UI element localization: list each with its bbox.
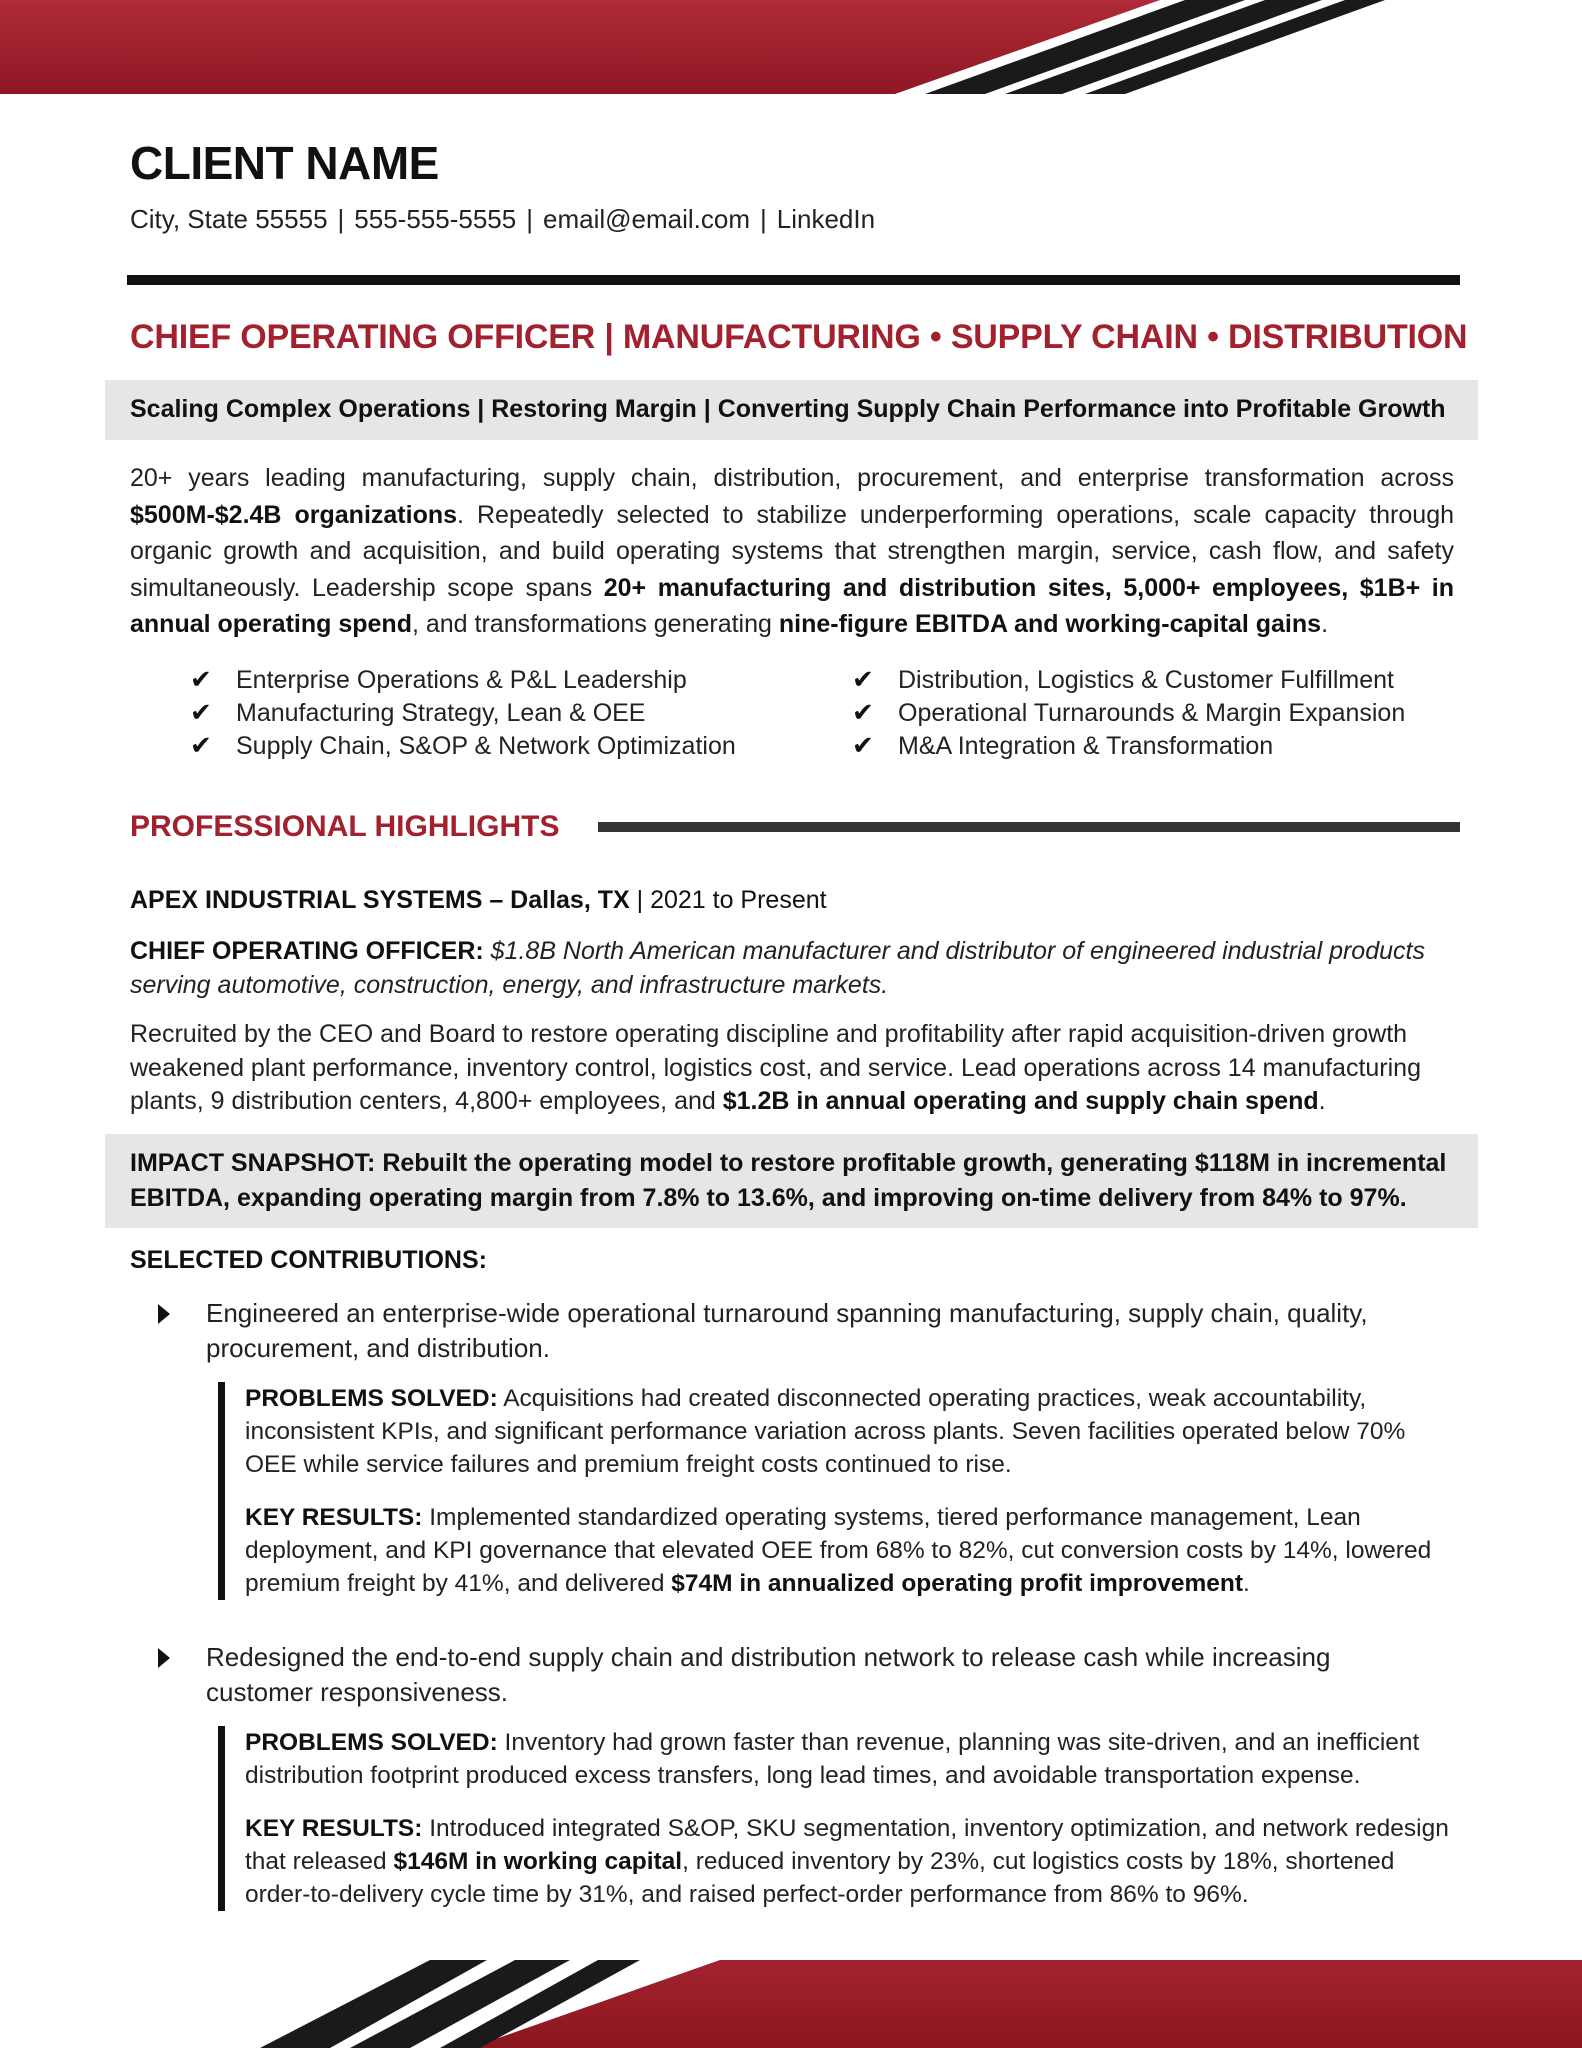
key-results [245, 1812, 1458, 1911]
skill-item [852, 697, 1405, 728]
role-line [130, 934, 1450, 1002]
scope-emphasis: $1.2B in annual operating and supply chain spend [722, 1087, 1319, 1115]
problems-solved [245, 1382, 1458, 1481]
header-banner-graphic [0, 0, 1582, 94]
summary-text: . [1321, 610, 1329, 638]
footer-banner-graphic [0, 1960, 1582, 2048]
checkmark-icon: ✔ [852, 697, 874, 727]
skill-item [852, 730, 1273, 761]
skill-label: Distribution, Logistics & Customer Fulfillment [898, 666, 1394, 694]
triangle-bullet-icon [158, 1648, 170, 1668]
tagline: Scaling Complex Operations | Restoring Margin | Converting Supply Chain Performance into Profitable Growth [130, 395, 1446, 423]
checkmark-icon: ✔ [852, 730, 874, 760]
contact-separator: | [759, 204, 767, 234]
skill-label: Enterprise Operations & P&L Leadership [236, 666, 687, 694]
summary-paragraph [130, 460, 1454, 643]
section-title-highlights: PROFESSIONAL HIGHLIGHTS [130, 810, 560, 843]
skill-label: Operational Turnarounds & Margin Expansion [898, 699, 1406, 727]
problems-text: Acquisitions had created disconnected operating practices, weak accountability, inconsistent KPIs, and significant performance variation across plants. Seven facilities operated below 70% OEE while service failures and premium freight costs continued to rise. [245, 1385, 1406, 1478]
scope-text: Recruited by the CEO and Board to restore operating discipline and profitability after rapid acquisition-driven growth weakened plant performance, inventory control, logistics cost, and service. Lead operations across 14 manufacturing plants, 9 distribution centers, 4,800+ employees, and [130, 1020, 1421, 1115]
contact-line [130, 204, 875, 235]
client-name: CLIENT NAME [130, 137, 439, 189]
role-description: $1.8B North American manufacturer and distributor of engineered industrial products serving automotive, construction, energy, and infrastructure markets. [130, 937, 1425, 999]
results-text: Introduced integrated S&OP, SKU segmentation, inventory optimization, and network redesign that released [245, 1815, 1449, 1875]
header-divider [127, 275, 1460, 285]
skill-item [190, 730, 736, 761]
triangle-bullet-icon [158, 1304, 170, 1324]
impact-snapshot: IMPACT SNAPSHOT: Rebuilt the operating model to restore profitable growth, generating $118M in incremental EBITDA, expanding operating margin from 7.8% to 13.6%, and improving on-time delivery from 84% to 97%. [130, 1149, 1447, 1212]
problems-label: PROBLEMS SOLVED: [245, 1729, 498, 1756]
contact-separator: | [526, 204, 533, 234]
contribution-detail [218, 1382, 1458, 1600]
contribution-detail [218, 1726, 1458, 1911]
contact-email[interactable]: email@email.com [542, 204, 750, 234]
section-divider [598, 822, 1460, 832]
skill-item [190, 697, 646, 728]
contact-separator: | [337, 204, 345, 234]
problems-solved [245, 1726, 1458, 1792]
contribution-summary: Engineered an enterprise-wide operational turnaround spanning manufacturing, supply chain, quality, procurement, and distribution. [206, 1298, 1368, 1363]
scope-paragraph [130, 1018, 1454, 1119]
employment-dates: 2021 to Present [650, 886, 827, 914]
results-emphasis: $74M in annualized operating profit improvement [671, 1570, 1243, 1597]
skill-label: Supply Chain, S&OP & Network Optimization [236, 732, 736, 760]
company-line: APEX INDUSTRIAL SYSTEMS – Dallas, TX | 2021 to Present [130, 886, 827, 914]
results-text: , reduced inventory by 23%, cut logistics costs by 18%, shortened order-to-delivery cycle time by 31%, and raised perfect-order performance from 86% to 96%. [245, 1848, 1395, 1908]
summary-emphasis: $500M-$2.4B organizations [130, 500, 458, 529]
summary-text: 20+ years leading manufacturing, supply chain, distribution, procurement, and enterprise transformation across [130, 464, 1454, 492]
skill-item [190, 664, 687, 695]
contact-phone: 555-555-5555 [354, 204, 517, 234]
skill-item [852, 664, 1394, 695]
contribution-bullet [158, 1640, 1438, 1710]
scope-text: . [1318, 1087, 1326, 1115]
skill-label: M&A Integration & Transformation [898, 732, 1274, 760]
contact-city: City, State 55555 [130, 204, 328, 234]
results-emphasis: $146M in working capital [393, 1848, 683, 1875]
headline-title: CHIEF OPERATING OFFICER | MANUFACTURING • SUPPLY CHAIN • DISTRIBUTION [130, 318, 1468, 356]
company-name: APEX INDUSTRIAL SYSTEMS – Dallas, TX [130, 886, 630, 914]
checkmark-icon: ✔ [190, 664, 212, 694]
checkmark-icon: ✔ [190, 730, 212, 760]
problems-label: PROBLEMS SOLVED: [245, 1385, 498, 1412]
contribution-summary: Redesigned the end-to-end supply chain and distribution network to release cash while increasing customer responsiveness. [206, 1642, 1331, 1707]
summary-text: , and transformations generating [411, 610, 779, 638]
summary-text: . Repeatedly selected to stabilize underperforming operations, scale capacity through organic growth and acquisition, and build operating systems that strengthen margin, service, cash flow, and safety simultaneously. Leadership scope spans [130, 500, 1455, 602]
checkmark-icon: ✔ [190, 697, 212, 727]
summary-emphasis: nine-figure EBITDA and working-capital gains [778, 610, 1322, 638]
problems-text: Inventory had grown faster than revenue, planning was site-driven, and an inefficient distribution footprint produced excess transfers, long lead times, and avoidable transportation expense. [245, 1729, 1420, 1789]
summary-emphasis: 20+ manufacturing and distribution sites, 5,000+ employees, $1B+ in annual operating spend [130, 573, 1454, 638]
results-text: Implemented standardized operating systems, tiered performance management, Lean deployment, and KPI governance that elevated OEE from 68% to 82%, cut conversion costs by 14%, lowered premium freight by 41%, and delivered [245, 1504, 1432, 1597]
key-results [245, 1501, 1458, 1600]
checkmark-icon: ✔ [852, 664, 874, 694]
role-title: CHIEF OPERATING OFFICER: [130, 937, 484, 965]
results-text: . [1243, 1570, 1250, 1597]
results-label: KEY RESULTS: [245, 1815, 423, 1842]
contributions-title: SELECTED CONTRIBUTIONS: [130, 1246, 487, 1274]
contribution-bullet [158, 1296, 1438, 1366]
results-label: KEY RESULTS: [245, 1504, 423, 1531]
skill-label: Manufacturing Strategy, Lean & OEE [236, 699, 646, 727]
contact-linkedin[interactable]: LinkedIn [776, 204, 876, 234]
